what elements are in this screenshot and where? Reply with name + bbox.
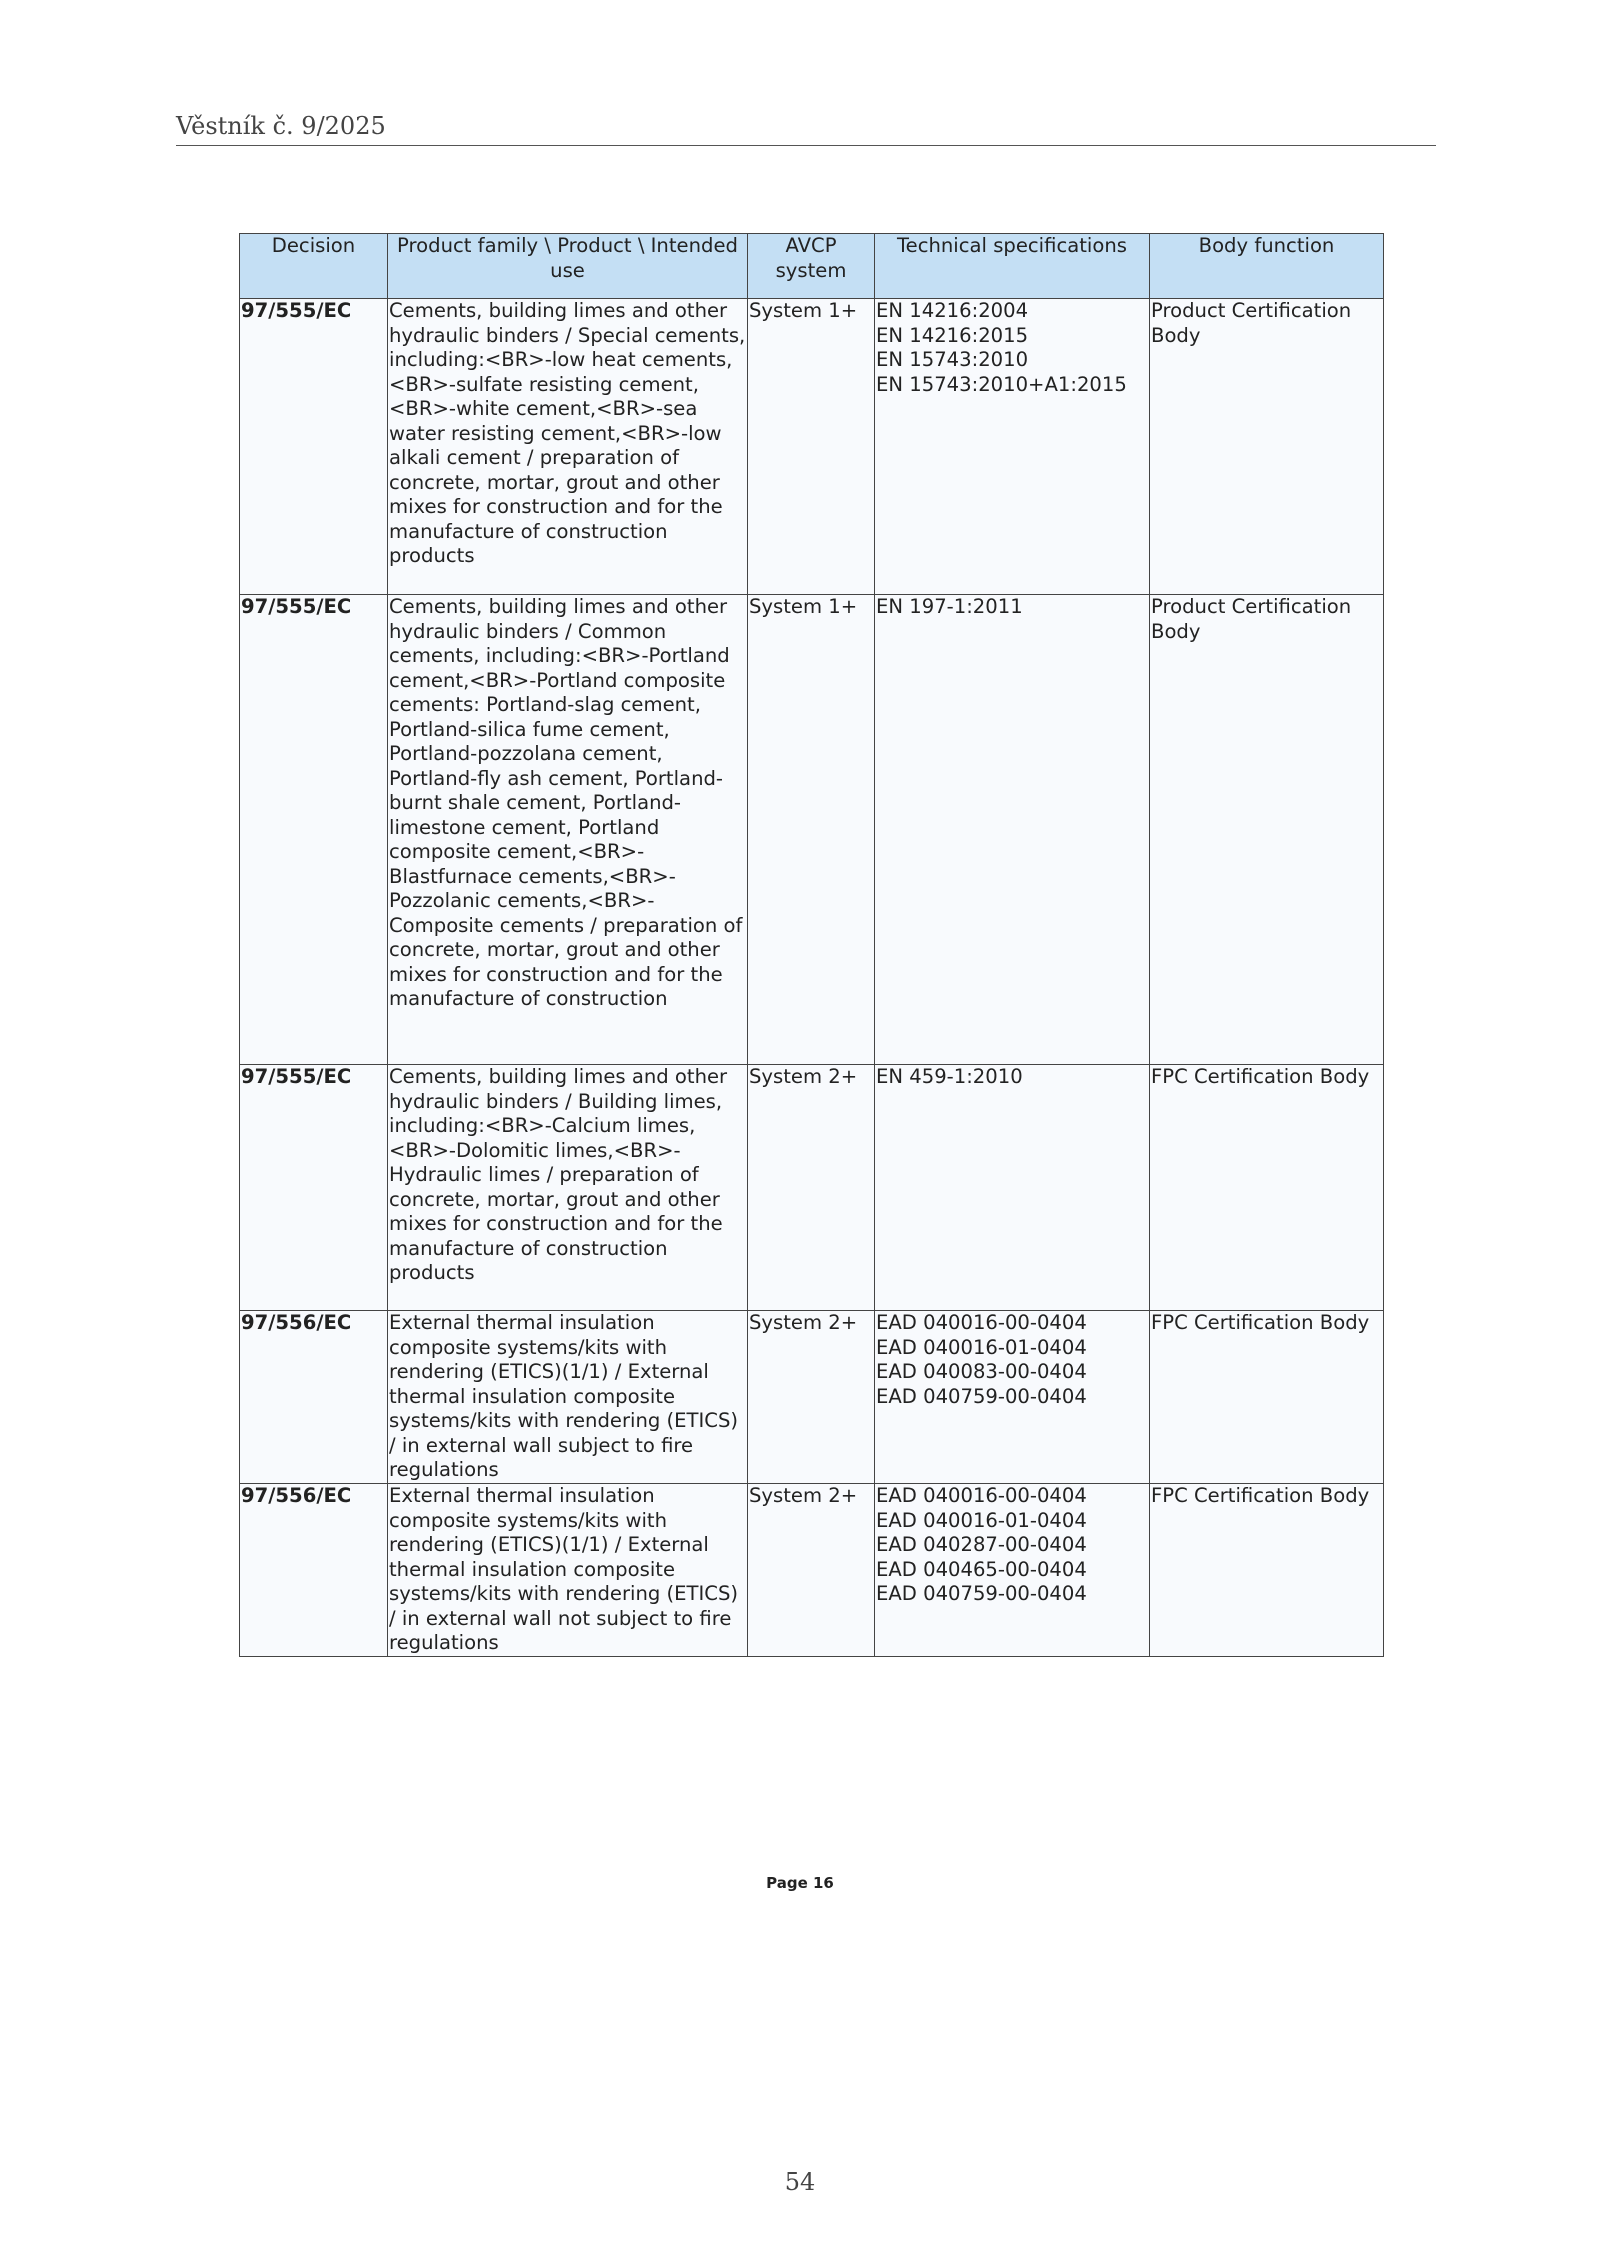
spec-line: EAD 040287-00-0404 bbox=[876, 1533, 1087, 1556]
spec-line: EAD 040083-00-0404 bbox=[876, 1360, 1087, 1383]
running-header bbox=[176, 112, 1436, 146]
column-header-avcp: AVCP system bbox=[748, 234, 875, 299]
spec-line: EAD 040016-00-0404 bbox=[876, 1484, 1087, 1507]
avcp-cell: System 2+ bbox=[748, 1065, 875, 1311]
body-function-cell: FPC Certification Body bbox=[1150, 1311, 1384, 1484]
body-function-cell: Product Certification Body bbox=[1150, 299, 1384, 595]
specs-cell bbox=[875, 1311, 1150, 1484]
spec-line: EN 197-1:2011 bbox=[876, 595, 1023, 618]
table-header-row bbox=[240, 234, 1384, 299]
specs-cell bbox=[875, 595, 1150, 1065]
spec-line: EN 14216:2015 bbox=[876, 323, 1029, 347]
column-header-specs: Technical specifications bbox=[875, 234, 1150, 299]
decision-cell: 97/556/EC bbox=[240, 1484, 388, 1657]
decision-cell: 97/556/EC bbox=[240, 1311, 388, 1484]
page-number: 54 bbox=[784, 2168, 816, 2196]
spec-line: EAD 040759-00-0404 bbox=[876, 1384, 1087, 1408]
spec-line: EAD 040016-01-0404 bbox=[876, 1508, 1087, 1532]
specs-cell bbox=[875, 1065, 1150, 1311]
column-header-product: Product family \ Product \ Intended use bbox=[388, 234, 748, 299]
decision-cell: 97/555/EC bbox=[240, 595, 388, 1065]
spec-line: EAD 040016-00-0404 bbox=[876, 1311, 1087, 1334]
spec-line: EN 14216:2004 bbox=[876, 299, 1029, 322]
spec-line: EN 459-1:2010 bbox=[876, 1065, 1023, 1088]
spec-line: EAD 040465-00-0404 bbox=[876, 1557, 1087, 1581]
specs-cell bbox=[875, 1484, 1150, 1657]
column-header-decision: Decision bbox=[240, 234, 388, 299]
specs-cell bbox=[875, 299, 1150, 595]
spec-line: EAD 040759-00-0404 bbox=[876, 1582, 1087, 1605]
table-row bbox=[240, 595, 1384, 1065]
column-header-body: Body function bbox=[1150, 234, 1384, 299]
table-row bbox=[240, 1311, 1384, 1484]
product-cell: Cements, building limes and other hydraulic binders / Building limes, including:<BR>-Calcium limes,<BR>-Dolomitic limes,<BR>-Hydraulic limes / preparation of concrete, mortar, grout and other mixes for construction and for the manufacture of construction products bbox=[388, 1065, 748, 1311]
decision-cell: 97/555/EC bbox=[240, 1065, 388, 1311]
journal-title: Věstník č. 9/2025 bbox=[176, 112, 386, 140]
certification-table bbox=[239, 233, 1384, 1657]
product-cell: Cements, building limes and other hydraulic binders / Special cements, including:<BR>-low heat cements,<BR>-sulfate resisting cement,<BR>-white cement,<BR>-sea water resisting cement,<BR>-low alkali cement / preparation of concrete, mortar, grout and other mixes for construction and for the manufacture of construction products bbox=[388, 299, 748, 595]
avcp-cell: System 1+ bbox=[748, 299, 875, 595]
inner-page-label: Page 16 bbox=[766, 1874, 834, 1892]
table-row bbox=[240, 299, 1384, 595]
spec-line: EN 15743:2010 bbox=[876, 348, 1029, 371]
product-cell: External thermal insulation composite systems/kits with rendering (ETICS)(1/1) / External thermal insulation composite systems/kits with rendering (ETICS) / in external wall subject to fire regulations bbox=[388, 1311, 748, 1484]
avcp-cell: System 1+ bbox=[748, 595, 875, 1065]
body-function-cell: Product Certification Body bbox=[1150, 595, 1384, 1065]
table-row bbox=[240, 1065, 1384, 1311]
table-row bbox=[240, 1484, 1384, 1657]
decision-cell: 97/555/EC bbox=[240, 299, 388, 595]
body-function-cell: FPC Certification Body bbox=[1150, 1484, 1384, 1657]
avcp-cell: System 2+ bbox=[748, 1311, 875, 1484]
avcp-cell: System 2+ bbox=[748, 1484, 875, 1657]
spec-line: EAD 040016-01-0404 bbox=[876, 1335, 1087, 1359]
body-function-cell: FPC Certification Body bbox=[1150, 1065, 1384, 1311]
product-cell: Cements, building limes and other hydraulic binders / Common cements, including:<BR>-Portland cement,<BR>-Portland composite cements: Portland-slag cement, Portland-silica fume cement, Portland-pozzolana cement, Portland-fly ash cement, Portland-burnt shale cement, Portland-limestone cement, Portland composite cement,<BR>-Blastfurnace cements,<BR>-Pozzolanic cements,<BR>-Composite cements / preparation of concrete, mortar, grout and other mixes for construction and for the manufacture of construction bbox=[388, 595, 748, 1065]
spec-line: EN 15743:2010+A1:2015 bbox=[876, 372, 1127, 396]
product-cell: External thermal insulation composite systems/kits with rendering (ETICS)(1/1) / External thermal insulation composite systems/kits with rendering (ETICS) / in external wall not subject to fire regulations bbox=[388, 1484, 748, 1657]
